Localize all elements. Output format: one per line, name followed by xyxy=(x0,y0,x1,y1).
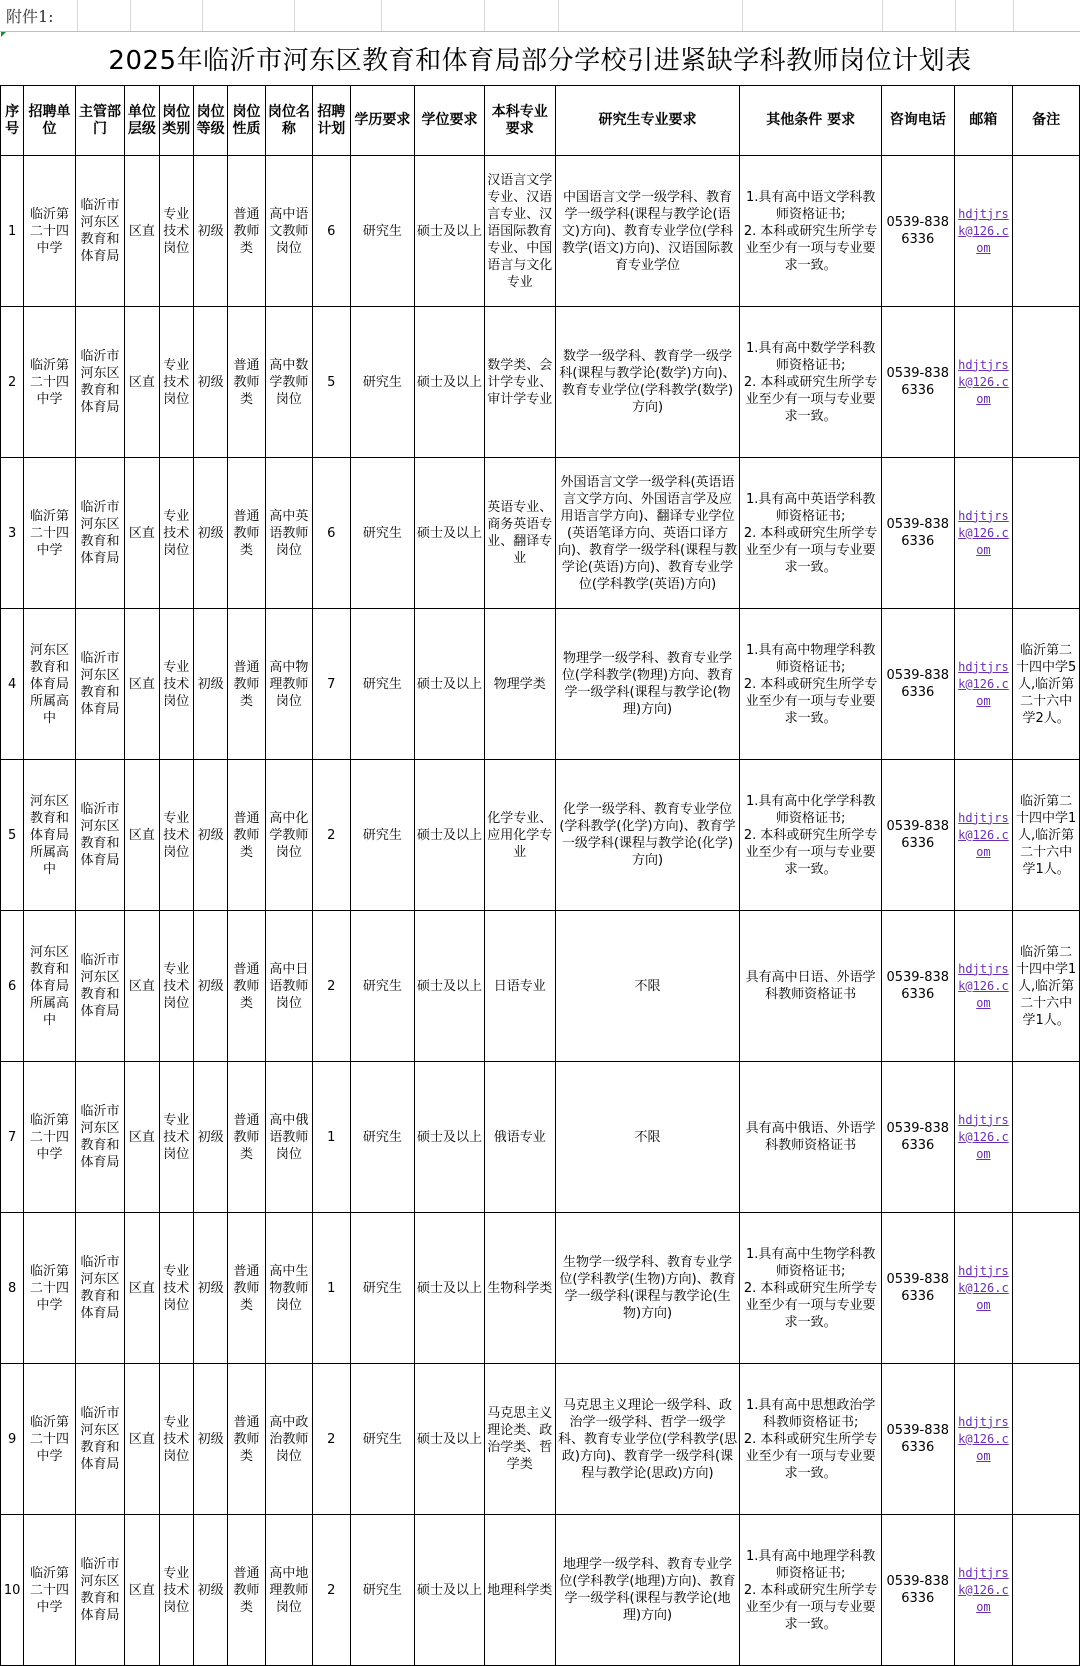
cell-tel: 0539-8386336 xyxy=(881,307,954,458)
header-level: 单位层级 xyxy=(125,86,159,156)
page-title: 2025年临沂市河东区教育和体育局部分学校引进紧缺学科教师岗位计划表 xyxy=(108,46,972,76)
cell-edu: 研究生 xyxy=(350,1364,415,1515)
cell-grad-major: 不限 xyxy=(555,911,740,1062)
cell-post-nature: 普通教师类 xyxy=(228,156,265,307)
email-link[interactable]: hdjtjrsk@126.com xyxy=(958,508,1009,557)
email-link[interactable]: hdjtjrsk@126.com xyxy=(958,659,1009,708)
gridline xyxy=(955,0,956,31)
cell-dept: 临沂市河东区教育和体育局 xyxy=(75,609,125,760)
email-link[interactable]: hdjtjrsk@126.com xyxy=(958,1565,1009,1614)
cell-post-grade: 初级 xyxy=(193,156,227,307)
cell-post-grade: 初级 xyxy=(193,458,227,609)
cell-tel: 0539-8386336 xyxy=(881,458,954,609)
cell-level: 区直 xyxy=(125,1515,159,1666)
cell-other: 1.具有高中物理学科教师资格证书; 2. 本科或研究生所学专业至少有一项与专业要求一致。 xyxy=(740,609,881,760)
table-row xyxy=(1,1213,1080,1364)
cell-seq: 2 xyxy=(1,307,24,458)
gridline xyxy=(742,0,743,31)
cell-post-grade: 初级 xyxy=(193,911,227,1062)
cell-note: 临沂第二十四中学5人,临沂第二十六中学2人。 xyxy=(1013,609,1080,760)
cell-post-name: 高中地理教师岗位 xyxy=(265,1515,312,1666)
cell-post-name: 高中数学教师岗位 xyxy=(265,307,312,458)
cell-ug-major: 地理科学类 xyxy=(484,1515,555,1666)
cell-post-grade: 初级 xyxy=(193,1062,227,1213)
cell-seq: 7 xyxy=(1,1062,24,1213)
cell-post-nature: 普通教师类 xyxy=(228,1213,265,1364)
cell-post-name: 高中物理教师岗位 xyxy=(265,609,312,760)
gridline xyxy=(202,0,203,31)
cell-degree: 硕士及以上 xyxy=(415,1364,485,1515)
cell-degree: 硕士及以上 xyxy=(415,1213,485,1364)
cell-other: 1.具有高中化学学科教师资格证书; 2. 本科或研究生所学专业至少有一项与专业要求一致。 xyxy=(740,760,881,911)
cell-tel: 0539-8386336 xyxy=(881,156,954,307)
cell-note: 临沂第二十四中学1人,临沂第二十六中学1人。 xyxy=(1013,760,1080,911)
cell-mail xyxy=(954,1364,1013,1515)
header-post-name: 岗位名称 xyxy=(265,86,312,156)
cell-unit: 临沂第二十四中学 xyxy=(24,1515,76,1666)
cell-level: 区直 xyxy=(125,156,159,307)
table-row xyxy=(1,760,1080,911)
cell-plan: 6 xyxy=(313,156,350,307)
cell-unit: 临沂第二十四中学 xyxy=(24,1213,76,1364)
gridline xyxy=(558,0,559,31)
cell-plan: 2 xyxy=(313,911,350,1062)
cell-dept: 临沂市河东区教育和体育局 xyxy=(75,156,125,307)
cell-seq: 9 xyxy=(1,1364,24,1515)
cell-edu: 研究生 xyxy=(350,458,415,609)
cell-note: 临沂第二十四中学1人,临沂第二十六中学1人。 xyxy=(1013,911,1080,1062)
cell-plan: 7 xyxy=(313,609,350,760)
cell-ug-major: 物理学类 xyxy=(484,609,555,760)
cell-post-name: 高中生物教师岗位 xyxy=(265,1213,312,1364)
cell-note xyxy=(1013,1515,1080,1666)
cell-grad-major: 中国语言文学一级学科、教育学一级学科(课程与教学论(语文)方向)、教育专业学位(学科教学(语文)方向)、汉语国际教育专业学位 xyxy=(555,156,740,307)
cell-ug-major: 日语专业 xyxy=(484,911,555,1062)
header-mail: 邮箱 xyxy=(954,86,1013,156)
cell-ug-major: 数学类、会计学专业、审计学专业 xyxy=(484,307,555,458)
header-unit: 招聘单位 xyxy=(24,86,76,156)
cell-note xyxy=(1013,307,1080,458)
cell-post-grade: 初级 xyxy=(193,1515,227,1666)
header-plan: 招聘计划 xyxy=(313,86,350,156)
cell-level: 区直 xyxy=(125,760,159,911)
cell-dept: 临沂市河东区教育和体育局 xyxy=(75,1062,125,1213)
cell-dept: 临沂市河东区教育和体育局 xyxy=(75,307,125,458)
cell-note xyxy=(1013,1213,1080,1364)
cell-dept: 临沂市河东区教育和体育局 xyxy=(75,911,125,1062)
cell-degree: 硕士及以上 xyxy=(415,307,485,458)
cell-mail xyxy=(954,1062,1013,1213)
cell-grad-major: 不限 xyxy=(555,1062,740,1213)
cell-post-type: 专业技术岗位 xyxy=(159,760,193,911)
header-degree: 学位要求 xyxy=(415,86,485,156)
header-seq: 序号 xyxy=(1,86,24,156)
cell-level: 区直 xyxy=(125,1213,159,1364)
cell-edu: 研究生 xyxy=(350,609,415,760)
cell-post-nature: 普通教师类 xyxy=(228,307,265,458)
email-link[interactable]: hdjtjrsk@126.com xyxy=(958,1112,1009,1161)
cell-seq: 10 xyxy=(1,1515,24,1666)
attachment-label: 附件1: xyxy=(6,7,54,26)
cell-comment-marker xyxy=(1,32,6,37)
cell-other: 1.具有高中生物学科教师资格证书; 2. 本科或研究生所学专业至少有一项与专业要求一致。 xyxy=(740,1213,881,1364)
position-plan-table xyxy=(0,85,1080,1666)
cell-unit: 河东区教育和体育局所属高中 xyxy=(24,911,76,1062)
cell-seq: 5 xyxy=(1,760,24,911)
gridline xyxy=(130,0,131,31)
cell-post-name: 高中英语教师岗位 xyxy=(265,458,312,609)
cell-ug-major: 英语专业、商务英语专业、翻译专业 xyxy=(484,458,555,609)
cell-post-grade: 初级 xyxy=(193,1364,227,1515)
cell-level: 区直 xyxy=(125,911,159,1062)
cell-tel: 0539-8386336 xyxy=(881,911,954,1062)
cell-ug-major: 汉语言文学专业、汉语言专业、汉语国际教育专业、中国语言与文化专业 xyxy=(484,156,555,307)
cell-ug-major: 俄语专业 xyxy=(484,1062,555,1213)
email-link[interactable]: hdjtjrsk@126.com xyxy=(958,1263,1009,1312)
cell-grad-major: 地理学一级学科、教育专业学位(学科教学(地理)方向)、教育学一级学科(课程与教学论(地理)方向) xyxy=(555,1515,740,1666)
cell-ug-major: 化学专业、应用化学专业 xyxy=(484,760,555,911)
table-row xyxy=(1,1515,1080,1666)
email-link[interactable]: hdjtjrsk@126.com xyxy=(958,357,1009,406)
cell-other: 1.具有高中语文学科教师资格证书; 2. 本科或研究生所学专业至少有一项与专业要求一致。 xyxy=(740,156,881,307)
gridline xyxy=(77,0,78,31)
cell-grad-major: 化学一级学科、教育专业学位(学科教学(化学)方向)、教育学一级学科(课程与教学论(化学)方向) xyxy=(555,760,740,911)
table-row xyxy=(1,1062,1080,1213)
header-post-type: 岗位类别 xyxy=(159,86,193,156)
header-note: 备注 xyxy=(1013,86,1080,156)
cell-mail xyxy=(954,911,1013,1062)
table-row xyxy=(1,609,1080,760)
cell-post-nature: 普通教师类 xyxy=(228,1364,265,1515)
cell-dept: 临沂市河东区教育和体育局 xyxy=(75,760,125,911)
cell-tel: 0539-8386336 xyxy=(881,1062,954,1213)
cell-grad-major: 外国语言文学一级学科(英语语言文学方向、外国语言学及应用语言学方向)、翻译专业学位(英语笔译方向、英语口译方向)、教育学一级学科(课程与教学论(英语)方向)、教育专业学位(学科教学(英语)方向) xyxy=(555,458,740,609)
cell-post-grade: 初级 xyxy=(193,609,227,760)
cell-unit: 临沂第二十四中学 xyxy=(24,156,76,307)
cell-post-type: 专业技术岗位 xyxy=(159,1213,193,1364)
cell-note xyxy=(1013,1364,1080,1515)
cell-seq: 8 xyxy=(1,1213,24,1364)
cell-ug-major: 马克思主义理论类、政治学类、哲学类 xyxy=(484,1364,555,1515)
cell-post-name: 高中语文教师岗位 xyxy=(265,156,312,307)
cell-level: 区直 xyxy=(125,1062,159,1213)
header-edu: 学历要求 xyxy=(350,86,415,156)
cell-mail xyxy=(954,609,1013,760)
cell-mail xyxy=(954,307,1013,458)
cell-degree: 硕士及以上 xyxy=(415,609,485,760)
cell-mail xyxy=(954,458,1013,609)
cell-edu: 研究生 xyxy=(350,1213,415,1364)
cell-dept: 临沂市河东区教育和体育局 xyxy=(75,1364,125,1515)
cell-plan: 2 xyxy=(313,760,350,911)
cell-post-type: 专业技术岗位 xyxy=(159,609,193,760)
cell-grad-major: 数学一级学科、教育学一级学科(课程与教学论(数学)方向)、教育专业学位(学科教学(数学)方向) xyxy=(555,307,740,458)
cell-unit: 临沂第二十四中学 xyxy=(24,458,76,609)
cell-edu: 研究生 xyxy=(350,156,415,307)
cell-dept: 临沂市河东区教育和体育局 xyxy=(75,1515,125,1666)
cell-tel: 0539-8386336 xyxy=(881,609,954,760)
cell-unit: 临沂第二十四中学 xyxy=(24,307,76,458)
cell-level: 区直 xyxy=(125,1364,159,1515)
gridline xyxy=(484,0,485,31)
cell-grad-major: 生物学一级学科、教育专业学位(学科教学(生物)方向)、教育学一级学科(课程与教学论(生物)方向) xyxy=(555,1213,740,1364)
header-dept: 主管部门 xyxy=(75,86,125,156)
cell-level: 区直 xyxy=(125,609,159,760)
cell-grad-major: 物理学一级学科、教育专业学位(学科教学(物理)方向、教育学一级学科(课程与教学论(物理)方向) xyxy=(555,609,740,760)
cell-plan: 2 xyxy=(313,1515,350,1666)
cell-unit: 河东区教育和体育局所属高中 xyxy=(24,760,76,911)
cell-degree: 硕士及以上 xyxy=(415,760,485,911)
cell-seq: 6 xyxy=(1,911,24,1062)
cell-degree: 硕士及以上 xyxy=(415,911,485,1062)
cell-note xyxy=(1013,458,1080,609)
cell-edu: 研究生 xyxy=(350,1062,415,1213)
cell-post-type: 专业技术岗位 xyxy=(159,307,193,458)
cell-plan: 1 xyxy=(313,1062,350,1213)
cell-seq: 4 xyxy=(1,609,24,760)
cell-plan: 2 xyxy=(313,1364,350,1515)
gridline xyxy=(882,0,883,31)
cell-post-nature: 普通教师类 xyxy=(228,458,265,609)
cell-post-type: 专业技术岗位 xyxy=(159,1515,193,1666)
cell-plan: 1 xyxy=(313,1213,350,1364)
gridline xyxy=(294,0,295,31)
table-row xyxy=(1,458,1080,609)
cell-tel: 0539-8386336 xyxy=(881,760,954,911)
cell-post-type: 专业技术岗位 xyxy=(159,1364,193,1515)
cell-level: 区直 xyxy=(125,458,159,609)
title-row xyxy=(0,31,1080,86)
cell-post-name: 高中日语教师岗位 xyxy=(265,911,312,1062)
table-row xyxy=(1,307,1080,458)
cell-post-grade: 初级 xyxy=(193,1213,227,1364)
table-body xyxy=(1,156,1080,1666)
cell-post-type: 专业技术岗位 xyxy=(159,156,193,307)
email-link[interactable]: hdjtjrsk@126.com xyxy=(958,1414,1009,1463)
cell-post-grade: 初级 xyxy=(193,760,227,911)
cell-tel: 0539-8386336 xyxy=(881,1364,954,1515)
cell-mail xyxy=(954,1515,1013,1666)
cell-post-nature: 普通教师类 xyxy=(228,760,265,911)
cell-degree: 硕士及以上 xyxy=(415,458,485,609)
cell-other: 1.具有高中数学学科教师资格证书; 2. 本科或研究生所学专业至少有一项与专业要求一致。 xyxy=(740,307,881,458)
cell-seq: 3 xyxy=(1,458,24,609)
cell-post-nature: 普通教师类 xyxy=(228,609,265,760)
cell-plan: 6 xyxy=(313,458,350,609)
cell-note xyxy=(1013,156,1080,307)
cell-post-grade: 初级 xyxy=(193,307,227,458)
gridline xyxy=(1013,0,1014,31)
cell-edu: 研究生 xyxy=(350,760,415,911)
cell-note xyxy=(1013,1062,1080,1213)
cell-plan: 5 xyxy=(313,307,350,458)
cell-other: 具有高中日语、外语学科教师资格证书 xyxy=(740,911,881,1062)
header-grad-major: 研究生专业要求 xyxy=(555,86,740,156)
cell-post-type: 专业技术岗位 xyxy=(159,1062,193,1213)
cell-other: 1.具有高中地理学科教师资格证书; 2. 本科或研究生所学专业至少有一项与专业要求一致。 xyxy=(740,1515,881,1666)
cell-post-type: 专业技术岗位 xyxy=(159,911,193,1062)
cell-unit: 河东区教育和体育局所属高中 xyxy=(24,609,76,760)
table-row xyxy=(1,1364,1080,1515)
email-link[interactable]: hdjtjrsk@126.com xyxy=(958,810,1009,859)
cell-post-nature: 普通教师类 xyxy=(228,1062,265,1213)
cell-post-name: 高中化学教师岗位 xyxy=(265,760,312,911)
cell-grad-major: 马克思主义理论一级学科、政治学一级学科、哲学一级学科、教育专业学位(学科教学(思政)方向)、教育学一级学科(课程与教学论(思政)方向) xyxy=(555,1364,740,1515)
cell-unit: 临沂第二十四中学 xyxy=(24,1062,76,1213)
cell-post-type: 专业技术岗位 xyxy=(159,458,193,609)
cell-other: 1.具有高中英语学科教师资格证书; 2. 本科或研究生所学专业至少有一项与专业要求一致。 xyxy=(740,458,881,609)
cell-post-name: 高中俄语教师岗位 xyxy=(265,1062,312,1213)
cell-ug-major: 生物科学类 xyxy=(484,1213,555,1364)
header-post-nature: 岗位性质 xyxy=(228,86,265,156)
table-row xyxy=(1,156,1080,307)
cell-edu: 研究生 xyxy=(350,1515,415,1666)
cell-tel: 0539-8386336 xyxy=(881,1213,954,1364)
cell-degree: 硕士及以上 xyxy=(415,156,485,307)
header-tel: 咨询电话 xyxy=(881,86,954,156)
cell-degree: 硕士及以上 xyxy=(415,1062,485,1213)
cell-mail xyxy=(954,1213,1013,1364)
cell-post-nature: 普通教师类 xyxy=(228,911,265,1062)
email-link[interactable]: hdjtjrsk@126.com xyxy=(958,206,1009,255)
cell-mail xyxy=(954,156,1013,307)
cell-unit: 临沂第二十四中学 xyxy=(24,1364,76,1515)
cell-degree: 硕士及以上 xyxy=(415,1515,485,1666)
cell-edu: 研究生 xyxy=(350,911,415,1062)
cell-other: 具有高中俄语、外语学科教师资格证书 xyxy=(740,1062,881,1213)
header-ug-major: 本科专业要求 xyxy=(484,86,555,156)
cell-edu: 研究生 xyxy=(350,307,415,458)
cell-post-name: 高中政治教师岗位 xyxy=(265,1364,312,1515)
cell-mail xyxy=(954,760,1013,911)
email-link[interactable]: hdjtjrsk@126.com xyxy=(958,961,1009,1010)
cell-seq: 1 xyxy=(1,156,24,307)
table-row xyxy=(1,911,1080,1062)
cell-tel: 0539-8386336 xyxy=(881,1515,954,1666)
cell-dept: 临沂市河东区教育和体育局 xyxy=(75,1213,125,1364)
cell-level: 区直 xyxy=(125,307,159,458)
cell-other: 1.具有高中思想政治学科教师资格证书; 2. 本科或研究生所学专业至少有一项与专业要求一致。 xyxy=(740,1364,881,1515)
table-header-row xyxy=(1,86,1080,156)
header-other: 其他条件 要求 xyxy=(740,86,881,156)
gridline xyxy=(381,0,382,31)
header-post-grade: 岗位等级 xyxy=(193,86,227,156)
cell-dept: 临沂市河东区教育和体育局 xyxy=(75,458,125,609)
cell-post-nature: 普通教师类 xyxy=(228,1515,265,1666)
